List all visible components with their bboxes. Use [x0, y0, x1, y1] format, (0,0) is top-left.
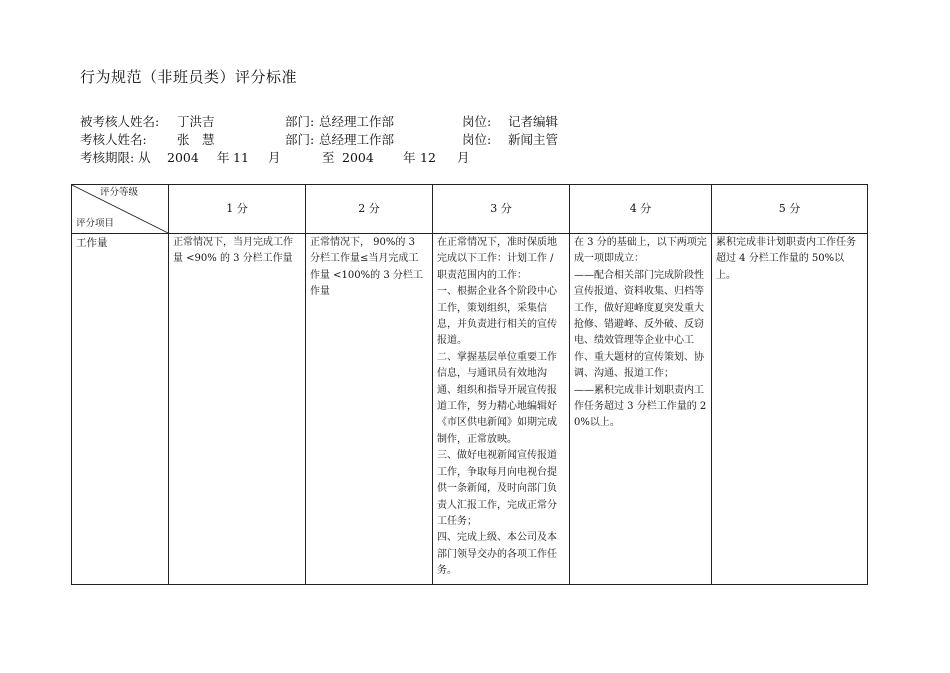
period-label: 考核期限: 从 — [80, 150, 151, 165]
item-workload: 工作量 — [72, 234, 169, 585]
criteria-grade-5: 累积完成非计划职责内工作任务超过 4 分栏工作量的 50%以上。 — [712, 234, 868, 585]
grade-header-1: 1 分 — [169, 185, 306, 234]
year-char-2: 年 — [403, 150, 416, 165]
assessee-dept: 总经理工作部 — [319, 114, 395, 129]
period-to-month: 12 — [420, 150, 436, 165]
criteria-grade-4: 在 3 分的基础上，以下两项完成一项即成立： ——配合相关部门完成阶段性宣传报道、资料收集、归档等工作，做好迎峰度夏突发重大抢修、错避峰、反外破、反窃电、绩效管理等企业中心工作、重大题材的宣传策划、协调、沟通、报道工作； ——累积完成非计划职责内工作任务超过 3 分栏工作量的 20%以上。 — [570, 234, 712, 585]
assessor-post-label: 岗位: — [462, 132, 492, 147]
month-char-1: 月 — [268, 150, 281, 165]
grade-header-2: 2 分 — [306, 185, 433, 234]
assessor-label: 考核人姓名: — [80, 132, 147, 147]
assessor-dept: 总经理工作部 — [319, 132, 395, 147]
criteria-grade-3: 在正常情况下，准时保质地完成以下工作：计划工作 / 职责范围内的工作： 一、根据企业各个阶段中心工作，策划组织，采集信息，并负责进行相关的宣传报道。 二、掌握基层单位重要工作信息，与通讯员有效地沟通、组织和指导开展宣传报道工作，努力精心地编辑好《市区供电新闻》如期完成制作，正常放映。 三、做好电视新闻宣传报道工作，争取每月向电视台提供一条新闻，及时向部门负责人汇报工作，完成正常分工任务； 四、完成上级、本公司及本部门领导交办的各项工作任务。 — [433, 234, 570, 585]
grade-axis-label: 评分等级 — [99, 187, 138, 198]
assessee-name: 丁洪吉 — [177, 114, 215, 129]
grade-header-3: 3 分 — [433, 185, 570, 234]
assessor-post: 新闻主管 — [508, 132, 559, 147]
assessor-name: 张 慧 — [177, 132, 215, 147]
assessor-dept-label: 部门: — [285, 132, 315, 147]
table-header-row — [72, 185, 868, 234]
period-from-month: 11 — [233, 150, 249, 165]
assessee-dept-label: 部门: — [285, 114, 315, 129]
assessee-label: 被考核人姓名: — [80, 114, 160, 129]
table-row — [72, 234, 868, 585]
to-label: 至 — [322, 150, 335, 165]
grade-header-5: 5 分 — [712, 185, 868, 234]
criteria-grade-1: 正常情况下，当月完成工作量 <90% 的 3 分栏工作量 — [169, 234, 306, 585]
page-title: 行为规范（非班员类）评分标准 — [80, 68, 298, 86]
item-axis-label: 评分项目 — [76, 217, 115, 229]
assessee-post: 记者编辑 — [508, 114, 559, 129]
criteria-grade-2: 正常情况下， 90%的 3 分栏工作量≤当月完成工作量 <100%的 3 分栏工作量 — [306, 234, 433, 585]
year-char-1: 年 — [217, 150, 230, 165]
scoring-table — [71, 184, 868, 585]
assessee-post-label: 岗位: — [462, 114, 492, 129]
period-from-year: 2004 — [167, 150, 199, 165]
grade-header-4: 4 分 — [570, 185, 712, 234]
month-char-2: 月 — [457, 150, 470, 165]
period-to-year: 2004 — [342, 150, 374, 165]
diagonal-header-cell — [72, 185, 169, 234]
